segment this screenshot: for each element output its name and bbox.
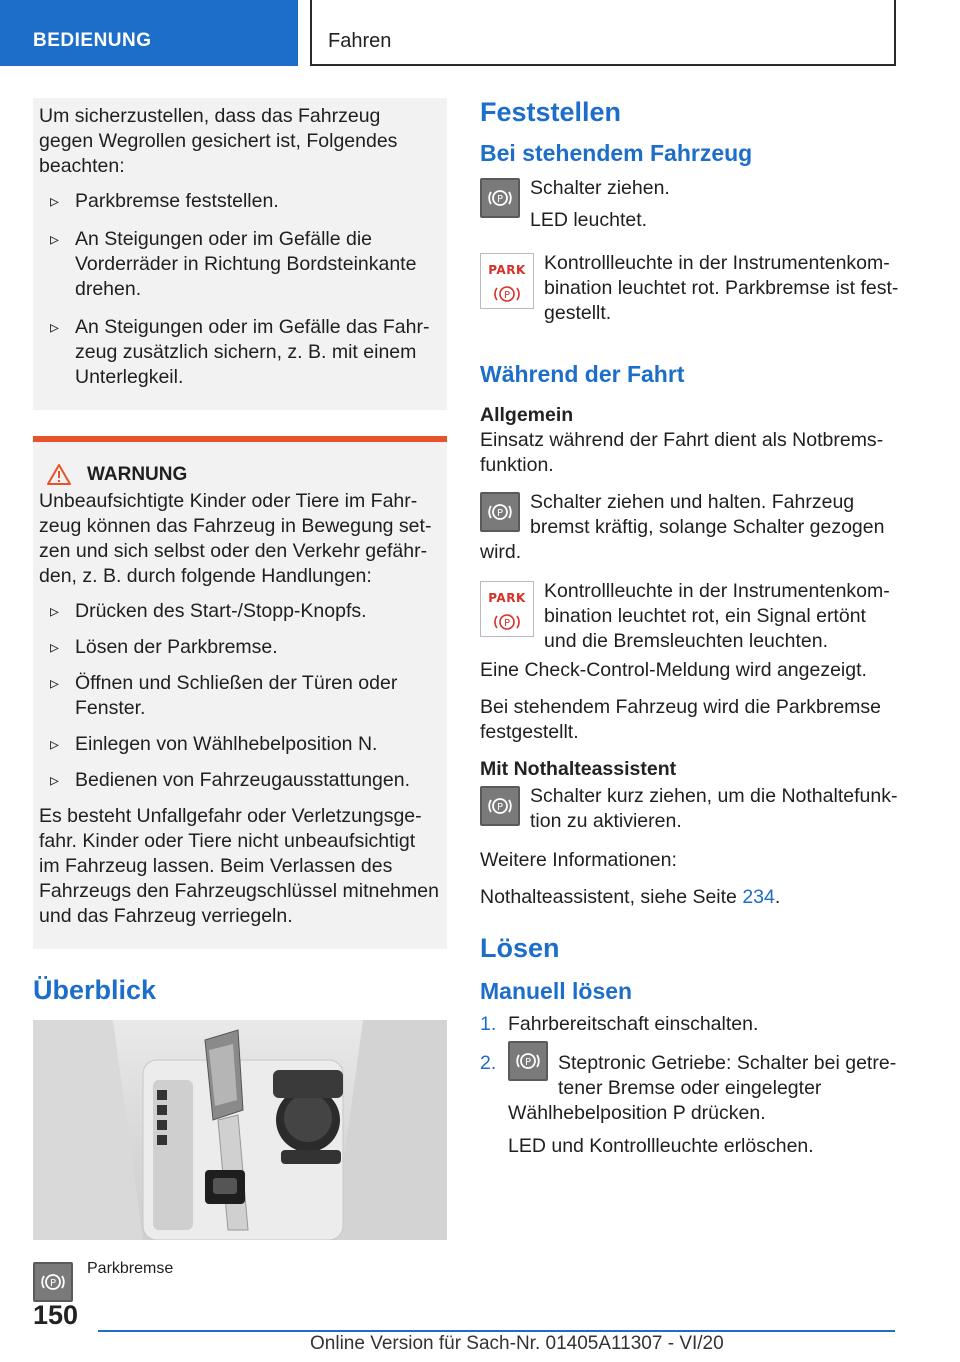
heading-nothalt: Mit Nothalteassistent	[480, 758, 677, 780]
step-number: 2.	[480, 1052, 497, 1074]
svg-text:P: P	[496, 802, 504, 813]
list-item: ▹ Bedienen von Fahrzeugausstattungen.	[39, 768, 439, 793]
left-column	[33, 98, 447, 1302]
list-item: ▹ Einlegen von Wählhebelposition N.	[39, 732, 439, 757]
warning-list	[39, 599, 439, 793]
list-item: ▹ Öffnen und Schließen der Türen oder Fenster.	[39, 671, 439, 721]
warning-closing: Es besteht Unfallgefahr oder Verletzungsgefahr. Kinder oder Tiere nicht unbeaufsichtigt im Fahrzeug lassen. Beim Verlassen des Fahrzeugs den Fahrzeugschlüssel mitnehmen und das Fahrzeug verriegeln.	[39, 805, 439, 927]
list-item: ▹ An Steigungen oder im Gefälle die Vorderräder in Richtung Bordsteinkante drehen.	[39, 227, 439, 302]
footer-rule	[98, 1330, 895, 1332]
list-item: ▹ Drücken des Start-/Stopp-Knopfs.	[39, 599, 439, 624]
console-illustration	[33, 1020, 447, 1240]
heading-allgemein: Allgemein	[480, 404, 574, 426]
svg-text:P: P	[49, 1278, 57, 1289]
stehend-line2: LED leuchtet.	[530, 209, 648, 231]
list-item: ▹ Lösen der Parkbremse.	[39, 635, 439, 660]
step-text: Fahrbereitschaft einschalten.	[508, 1013, 759, 1035]
warning-title: WARNUNG	[87, 464, 188, 485]
reference-line	[480, 885, 900, 910]
list-item: ▹ An Steigungen oder im Gefälle das Fahrzeug zusätzlich sichern, z. B. mit einem Unterlegkeil.	[39, 315, 439, 390]
overview-heading: Überblick	[33, 975, 157, 1005]
warning-box	[33, 442, 447, 949]
parking-brake-switch-icon	[480, 178, 520, 218]
section-tab: BEDIENUNG	[0, 0, 298, 66]
heading-stehend: Bei stehendem Fahrzeug	[480, 140, 753, 166]
intro-box	[33, 98, 447, 410]
park-indicator-icon: PARK P	[480, 581, 534, 637]
step-1	[480, 1012, 900, 1037]
step-result: LED und Kontrollleuchte erlöschen.	[508, 1135, 814, 1157]
check-control-text: Eine Check-Control-Meldung wird angezeigt.	[480, 659, 867, 681]
heading-fahrt: Während der Fahrt	[480, 361, 685, 387]
svg-text:P: P	[496, 194, 504, 205]
svg-text:P: P	[496, 508, 504, 519]
parking-brake-switch-icon	[508, 1041, 548, 1081]
stehend-park-text: Kontrollleuchte in der Instrumentenkombination leuchtet rot. Parkbremse ist festgestellt.	[544, 252, 899, 324]
svg-text:P: P	[524, 1057, 532, 1068]
reference-dot: .	[774, 886, 781, 908]
fahrt-switch-tail: wird.	[480, 541, 522, 563]
parking-brake-switch-icon	[33, 1262, 73, 1302]
intro-list	[39, 189, 439, 390]
stand-text: Bei stehendem Fahrzeug wird die Parkbremse festgestellt.	[480, 696, 882, 743]
svg-text:P: P	[503, 289, 511, 301]
step-number: 1.	[480, 1013, 497, 1035]
nothalt-text: Schalter kurz ziehen, um die Nothaltefunktion zu aktivieren.	[530, 785, 898, 832]
fahrt-switch-text: Schalter ziehen und halten. Fahrzeug bremst kräftig, solange Schalter gezogen	[530, 491, 885, 538]
heading-loesen: Lösen	[480, 933, 560, 963]
page-link[interactable]: 234	[742, 886, 775, 908]
svg-text:P: P	[503, 617, 511, 629]
page-number: 150	[33, 1300, 79, 1330]
stehend-line1: Schalter ziehen.	[530, 177, 670, 199]
fahrt-park-text: Kontrollleuchte in der Instrumentenkombination leuchtet rot, ein Signal ertönt und die Bremsleuchten leuchten.	[544, 580, 890, 652]
warning-triangle-icon	[47, 464, 71, 485]
heading-manuell: Manuell lösen	[480, 978, 633, 1004]
park-indicator-icon: PARK P	[480, 253, 534, 309]
more-info-text: Weitere Informationen:	[480, 849, 677, 871]
step-text: Steptronic Getriebe: Schalter bei getretener Bremse oder eingelegter Wählhebelposition P drücken.	[508, 1052, 897, 1124]
list-item: ▹ Parkbremse feststellen.	[39, 189, 439, 214]
intro-text: Um sicherzustellen, dass das Fahrzeug gegen Wegrollen gesichert ist, Folgendes beachten:	[39, 105, 398, 177]
heading-feststellen: Feststellen	[480, 97, 622, 127]
photo-caption: Parkbremse	[87, 1260, 174, 1277]
chapter-title: Fahren	[310, 0, 896, 66]
right-column	[480, 97, 900, 1159]
footer-online-version: Online Version für Sach-Nr. 01405A11307 - VI/20	[310, 1333, 724, 1354]
reference-text: Nothalteassistent, siehe Seite	[480, 886, 737, 908]
allgemein-text: Einsatz während der Fahrt dient als Notbremsfunktion.	[480, 429, 884, 476]
parking-brake-photo	[33, 1020, 447, 1240]
parking-brake-switch-icon	[480, 492, 520, 532]
step-2	[480, 1051, 900, 1159]
warning-text: Unbeaufsichtigte Kinder oder Tiere im Fahrzeug können das Fahrzeug in Bewegung setzen und sich selbst oder den Verkehr gefährden, z. B. durch folgende Handlungen:	[39, 490, 432, 587]
parking-brake-switch-icon	[480, 786, 520, 826]
